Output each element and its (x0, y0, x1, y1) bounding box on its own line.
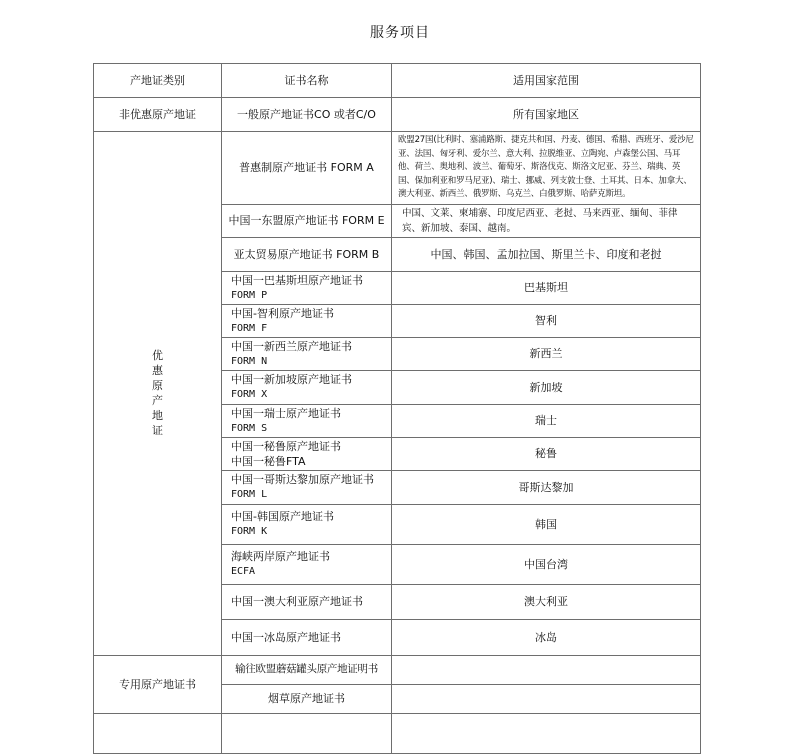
certificate-name: 普惠制原产地证书 FORM A (222, 132, 392, 205)
certificate-name: 中国一巴基斯坦原产地证书 FORM P (222, 271, 392, 304)
scope: 中国、文莱、柬埔寨、印度尼西亚、老挝、马来西亚、缅甸、菲律宾、新加坡、泰国、越南。 (392, 204, 701, 237)
certificate-name: 输往欧盟蘑菇罐头原产地证明书 (222, 655, 392, 684)
certificate-name: 中国-智利原产地证书 FORM F (222, 304, 392, 337)
scope: 冰岛 (392, 619, 701, 655)
header-category: 产地证类别 (94, 64, 222, 98)
certificate-name: 中国一冰岛原产地证书 (222, 619, 392, 655)
header-certificate-name: 证书名称 (222, 64, 392, 98)
certificate-name: 亚太贸易原产地证书 FORM B (222, 237, 392, 271)
scope: 欧盟27国(比利时、塞浦路斯、捷克共和国、丹麦、德国、希腊、西班牙、爱沙尼亚、法国、匈牙利、爱尔兰、意大利、拉脱维亚、立陶宛、卢森堡公国、马耳他、荷兰、奥地利、波兰、葡萄牙、斯洛伐克、斯洛文尼亚、芬兰、瑞典、英国、保加利亚和罗马尼亚)、瑞士、挪威、列支敦士登、土耳其、日本、加拿大、澳大利亚、新西兰、俄罗斯、乌克兰、白俄罗斯、哈萨克斯坦。 (392, 132, 701, 205)
scope: 瑞士 (392, 404, 701, 437)
header-scope: 适用国家范围 (392, 64, 701, 98)
certificate-name: 中国-韩国原产地证书 FORM K (222, 504, 392, 544)
table-row-empty (94, 713, 701, 753)
certificate-name: 一般原产地证书CO 或者C/O (222, 98, 392, 132)
scope: 澳大利亚 (392, 584, 701, 619)
category-empty (94, 713, 222, 753)
certificate-name: 中国一新加坡原产地证书 FORM X (222, 370, 392, 404)
scope: 哥斯达黎加 (392, 470, 701, 504)
scope (392, 655, 701, 684)
certificate-name: 中国一东盟原产地证书 FORM E (222, 204, 392, 237)
scope: 韩国 (392, 504, 701, 544)
scope: 秘鲁 (392, 437, 701, 470)
certificate-name: 烟草原产地证书 (222, 684, 392, 713)
scope: 巴基斯坦 (392, 271, 701, 304)
scope: 新西兰 (392, 337, 701, 370)
certificate-name (222, 713, 392, 753)
scope (392, 713, 701, 753)
table-header-row (94, 64, 701, 98)
category-preferential: 优 惠 原 产 地 证 (94, 132, 222, 656)
scope: 智利 (392, 304, 701, 337)
certificate-name: 中国一秘鲁原产地证书 中国一秘鲁FTA (222, 437, 392, 470)
certificate-name: 海峡两岸原产地证书 ECFA (222, 544, 392, 584)
scope: 中国、韩国、孟加拉国、斯里兰卡、印度和老挝 (392, 237, 701, 271)
certificate-name: 中国一瑞士原产地证书 FORM S (222, 404, 392, 437)
category-non-preferential: 非优惠原产地证 (94, 98, 222, 132)
certificate-name: 中国一澳大利亚原产地证书 (222, 584, 392, 619)
scope: 所有国家地区 (392, 98, 701, 132)
service-table (93, 63, 701, 754)
certificate-name: 中国一新西兰原产地证书 FORM N (222, 337, 392, 370)
scope: 新加坡 (392, 370, 701, 404)
table-row (94, 655, 701, 684)
scope: 中国台湾 (392, 544, 701, 584)
scope (392, 684, 701, 713)
table-row (94, 98, 701, 132)
certificate-name: 中国一哥斯达黎加原产地证书 FORM L (222, 470, 392, 504)
page-title: 服务项目 (370, 25, 430, 41)
category-special: 专用原产地证书 (94, 655, 222, 713)
table-row (94, 132, 701, 205)
